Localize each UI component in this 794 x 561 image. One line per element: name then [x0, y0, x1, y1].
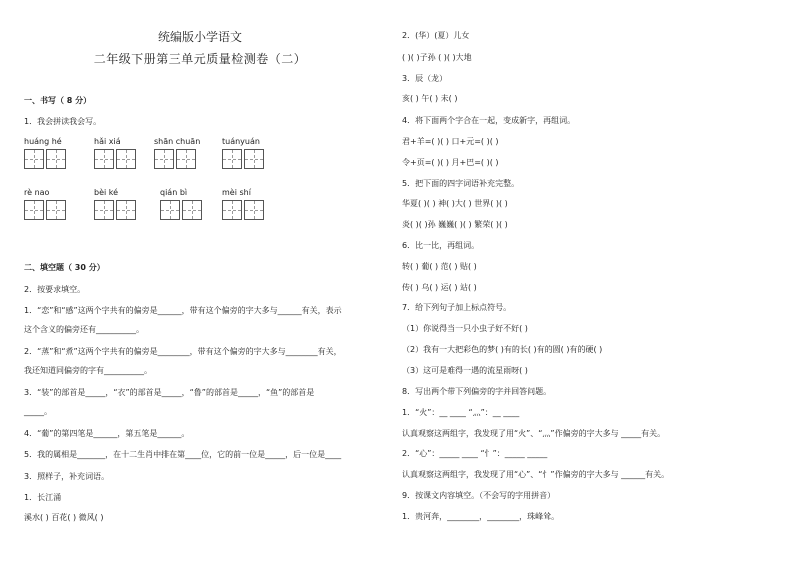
writing-box[interactable]: [222, 200, 242, 220]
pinyin-text: qián bì: [160, 188, 188, 197]
question-line: （3）这可是难得一遇的流星雨呀( ): [402, 366, 528, 375]
question-line: （1）你说得当一只小虫子好不好( ): [402, 324, 528, 333]
writing-box[interactable]: [244, 149, 264, 169]
pinyin-text: tuányuán: [222, 137, 260, 146]
question-line: 认真观察这两组字，我发现了用“心”、“忄”作偏旁的字大多与 ______有关。: [402, 470, 670, 479]
writing-box[interactable]: [182, 200, 202, 220]
question-line: 炎( )( )孙 巍巍( )( ) 繁荣( )( ): [402, 220, 508, 229]
question-line: 5．把下面的四字词语补充完整。: [402, 179, 520, 188]
writing-box[interactable]: [154, 149, 174, 169]
question-line: 3．照样子，补充词语。: [24, 472, 110, 481]
pinyin-item: [160, 188, 204, 220]
question-line: 7．给下列句子加上标点符号。: [402, 303, 512, 312]
pinyin-text: mèi shí: [222, 188, 251, 197]
pinyin-text: rè nao: [24, 188, 50, 197]
page-title: 统编版小学语文: [157, 30, 242, 44]
question-line: 3．辰（龙）: [402, 74, 448, 83]
pinyin-text: shān chuān: [154, 137, 201, 146]
question-line: 2．按要求填空。: [24, 285, 86, 294]
writing-box[interactable]: [46, 200, 66, 220]
writing-box[interactable]: [116, 149, 136, 169]
question-line: 转( ) 葡( ) 范( ) 贴( ): [402, 262, 477, 271]
pinyin-item: [222, 188, 266, 220]
pinyin-item: [24, 188, 68, 220]
question-line: 3．“装”的部首是_____，“衣”的部首是_____，“鲁”的部首是_____，“鱼”的部首是: [24, 388, 315, 397]
question-line: 令+页=( )( ) 月+巴=( )( ): [402, 158, 499, 167]
question-line: 华夏( )( ) 神( )大( ) 世界( )( ): [402, 199, 508, 208]
writing-box[interactable]: [160, 200, 180, 220]
question-line: 1．长江涌: [24, 493, 62, 502]
pinyin-item: [94, 188, 138, 220]
writing-box[interactable]: [116, 200, 136, 220]
question-pinyin: 1．我会拼读我会写。: [24, 117, 102, 126]
question-line: 1．“火”：__ ____ “灬”：__ ____: [402, 408, 520, 417]
writing-box[interactable]: [46, 149, 66, 169]
writing-box[interactable]: [94, 149, 114, 169]
question-line: 4．将下面两个字合在一起，变成新字，再组词。: [402, 116, 576, 125]
question-line: 君+羊=( )( ) 口+元=( )( ): [402, 137, 499, 146]
question-line: 8．写出两个带下列偏旁的字并回答问题。: [402, 387, 552, 396]
question-line: 2．“心”：_____ ____ “忄”：_____ _____: [402, 449, 548, 458]
pinyin-item: [154, 137, 200, 169]
question-line: 这个含义的偏旁还有__________。: [24, 325, 144, 334]
question-line: 4．“葡”的第四笔是______，第五笔是______。: [24, 429, 190, 438]
section-fill-blank: 二、填空题（ 30 分）: [24, 263, 105, 272]
writing-box[interactable]: [94, 200, 114, 220]
pinyin-text: huáng hé: [24, 137, 62, 146]
pinyin-text: hǎi xiá: [94, 137, 121, 146]
writing-box[interactable]: [24, 149, 44, 169]
question-line: 1．贵河奔，________，________，珠峰耸。: [402, 512, 560, 521]
question-line: 1．“恋”和“感”这两个字共有的偏旁是______，带有这个偏旁的字大多与______有关，表示: [24, 306, 342, 315]
writing-box[interactable]: [24, 200, 44, 220]
question-line: 9．按课文内容填空。（不会写的字用拼音）: [402, 491, 556, 500]
writing-box[interactable]: [222, 149, 242, 169]
pinyin-item: [24, 137, 68, 169]
question-line: ( )( )子孙 ( )( )大地: [402, 53, 472, 62]
question-line: 6．比一比，再组词。: [402, 241, 480, 250]
question-line: 认真观察这两组字，我发现了用“火”、“灬”作偏旁的字大多与 _____有关。: [402, 429, 666, 438]
pinyin-item: [94, 137, 138, 169]
question-line: _____。: [24, 407, 52, 416]
pinyin-item: [222, 137, 266, 169]
question-line: 亥( ) 午( ) 未( ): [402, 94, 458, 103]
question-line: 5．我的属相是_______，在十二生肖中排在第____位，它的前一位是_____，后一位是____: [24, 450, 342, 459]
question-line: 传( ) 乌( ) 运( ) 站( ): [402, 283, 477, 292]
question-line: 2．(华）(夏）儿女: [402, 31, 470, 40]
pinyin-text: bèi ké: [94, 188, 119, 197]
question-line: 溪水( ) 百花( ) 微风( ): [24, 513, 104, 522]
writing-box[interactable]: [244, 200, 264, 220]
question-line: 我还知道同偏旁的字有__________。: [24, 366, 152, 375]
question-line: （2）我有一大把彩色的梦( )有的长( )有的圆( )有的硬( ): [402, 345, 603, 354]
section-writing: 一、书写（ 8 分）: [24, 96, 92, 105]
writing-box[interactable]: [176, 149, 196, 169]
question-line: 2．“蒸”和“煮”这两个字共有的偏旁是________，带有这个偏旁的字大多与________有关，: [24, 347, 342, 356]
page-subtitle: 二年级下册第三单元质量检测卷（二）: [93, 52, 307, 66]
